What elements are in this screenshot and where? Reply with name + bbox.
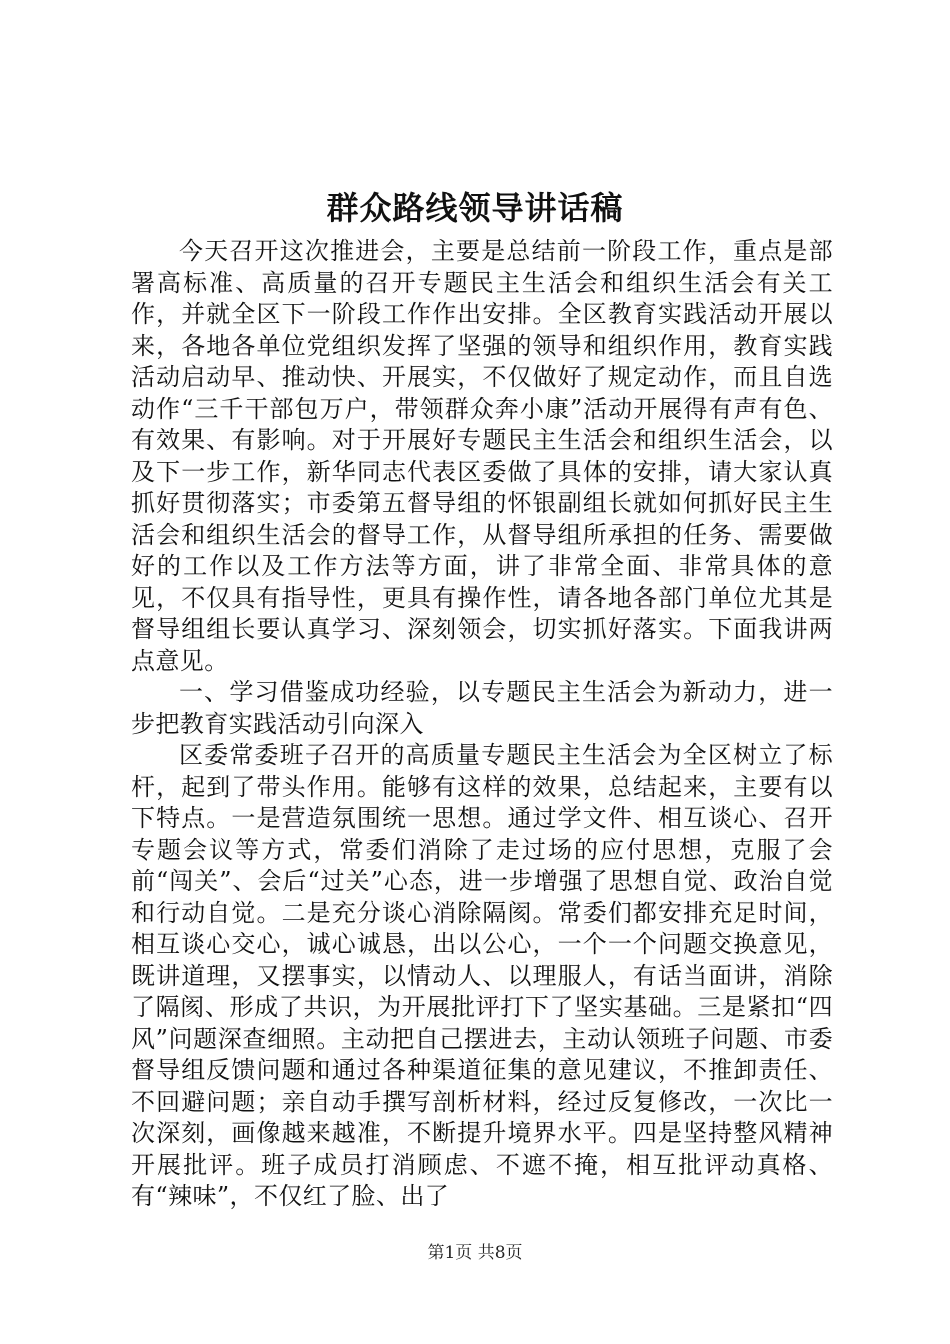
paragraph-features: 区委常委班子召开的高质量专题民主生活会为全区树立了标杆，起到了带头作用。能够有这样的效果，总结起来，主要有以下特点。一是营造氛围统一思想。通过学文件、相互谈心、召开专题会议等方式，常委们消除了走过场的应付思想，克服了会前“闯关”、会后“过关”心态，进一步增强了思想自觉、政治自觉和行动自觉。二是充分谈心消除隔阂。常委们都安排充足时间，相互谈心交心，诚心诚恳，出以公心，一个一个问题交换意见，既讲道理，又摆事实，以情动人、以理服人，有话当面讲，消除了隔阂、形成了共识，为开展批评打下了坚实基础。三是紧扣“四风”问题深查细照。主动把自己摆进去，主动认领班子问题、市委督导组反馈问题和通过各种渠道征集的意见建议，不推卸责任、不回避问题；亲自动手撰写剖析材料，经过反复修改，一次比一次深刻，画像越来越准，不断提升境界水平。四是坚持整风精神开展批评。班子成员打消顾虑、不遮不掩，相互批评动真格、有“辣味”，不仅红了脸、出了 bbox=[131, 741, 833, 1210]
page-number-footer: 第1页 共8页 bbox=[427, 1243, 523, 1263]
paragraph-intro: 今天召开这次推进会，主要是总结前一阶段工作，重点是部署高标准、高质量的召开专题民主生活会和组织生活会有关工作，并就全区下一阶段工作作出安排。全区教育实践活动开展以来，各地各单位党组织发挥了坚强的领导和组织作用，教育实践活动启动早、推动快、开展实，不仅做好了规定动作，而且自选动作“三千干部包万户，带领群众奔小康”活动开展得有声有色、有效果、有影响。对于开展好专题民主生活会和组织生活会，以及下一步工作，新华同志代表区委做了具体的安排，请大家认真抓好贯彻落实；市委第五督导组的怀银副组长就如何抓好民主生活会和组织生活会的督导工作，从督导组所承担的任务、需要做好的工作以及工作方法等方面，讲了非常全面、非常具体的意见，不仅具有指导性，更具有操作性，请各地各部门单位尤其是督导组组长要认真学习、深刻领会，切实抓好落实。下面我讲两点意见。 bbox=[131, 237, 833, 675]
paragraph-section-heading: 一、学习借鉴成功经验，以专题民主生活会为新动力，进一步把教育实践活动引向深入 bbox=[131, 678, 833, 738]
document-body bbox=[131, 236, 833, 1213]
document-title: 群众路线领导讲话稿 bbox=[326, 189, 624, 227]
